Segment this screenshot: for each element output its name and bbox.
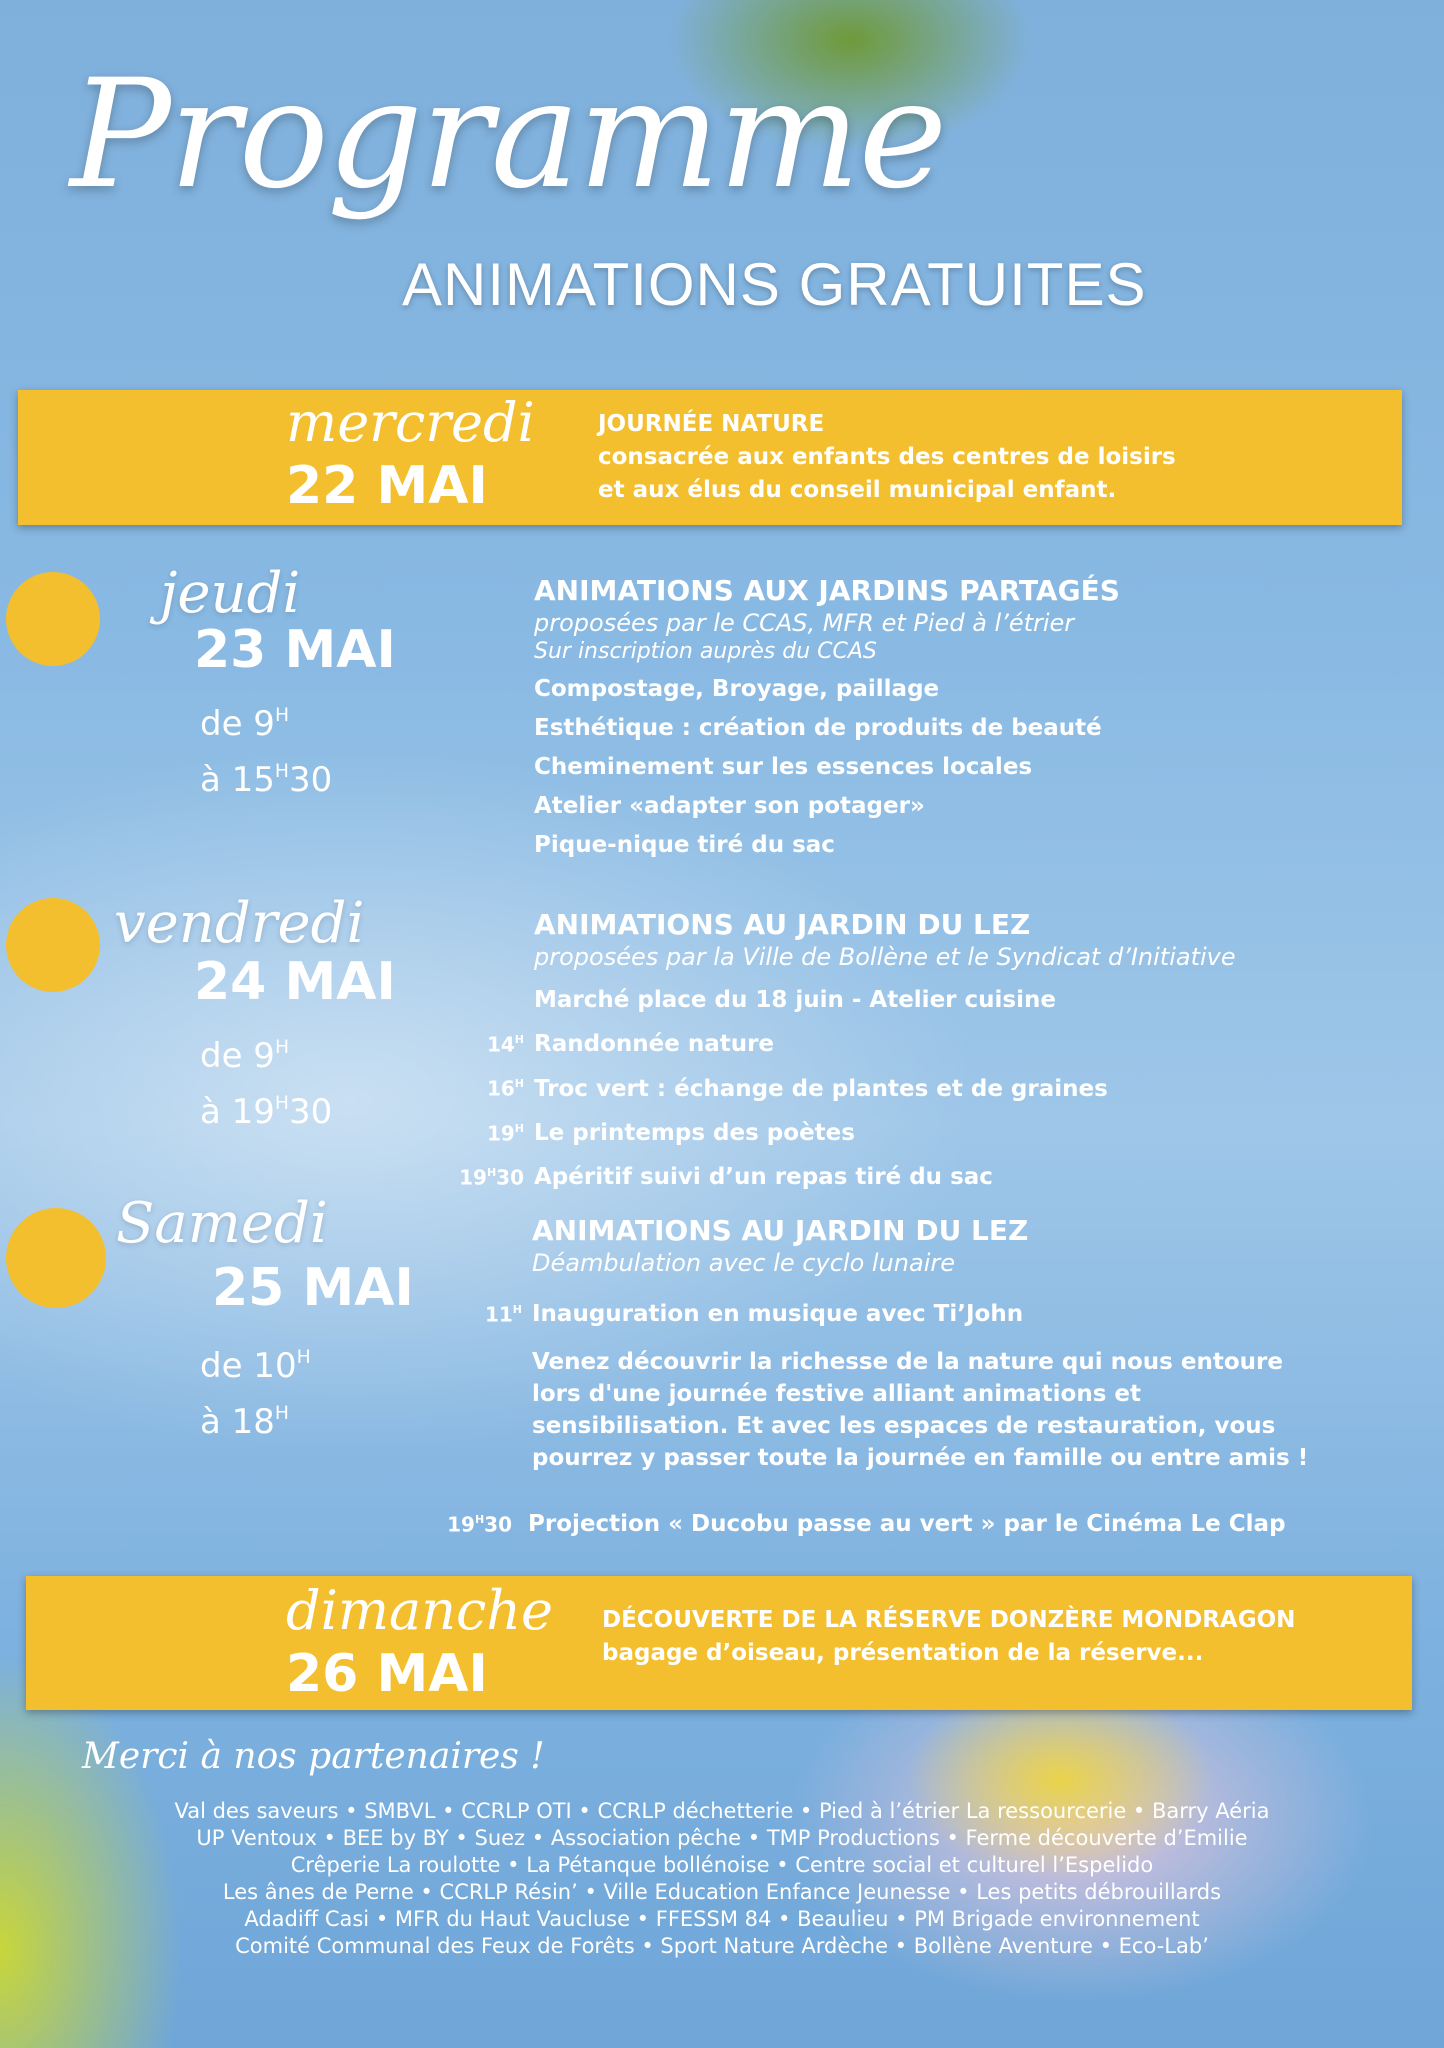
hours-to-h: H xyxy=(274,761,289,783)
day4-content xyxy=(532,1214,1028,1278)
partners-row: Comité Communal des Feux de Forêts • Sport Nature Ardèche • Bollène Aventure • Eco-Lab’ xyxy=(235,1934,1209,1958)
day-label-jeudi: jeudi xyxy=(160,561,301,626)
day1-line2: et aux élus du conseil municipal enfant. xyxy=(598,477,1117,503)
date-23-mai: 23 MAI xyxy=(194,620,396,680)
date-25-mai: 25 MAI xyxy=(212,1258,414,1318)
hours-samedi xyxy=(200,1334,311,1446)
hours-to-min: 30 xyxy=(288,760,333,801)
day3-subtitle: proposées par la Ville de Bollène et le Syndicat d’Initiative xyxy=(534,943,1236,971)
hours-to-min: 30 xyxy=(288,1092,333,1133)
hours-jeudi xyxy=(200,692,332,804)
hours-to: à 15 xyxy=(200,760,275,801)
partners-row: Crêperie La roulotte • La Pétanque bollénoise • Centre social et culturel l’Espelido xyxy=(290,1853,1154,1877)
day2-title: ANIMATIONS AUX JARDINS PARTAGÉS xyxy=(534,574,1120,607)
partners-row: Adadiff Casi • MFR du Haut Vaucluse • FFESSM 84 • Beaulieu • PM Brigade environnement xyxy=(244,1907,1200,1931)
partners-row: UP Ventoux • BEE by BY • Suez • Association pêche • TMP Productions • Ferme découverte d’Emilie xyxy=(196,1826,1248,1850)
partners-row: Les ânes de Perne • CCRLP Résin’ • Ville Education Enfance Jeunesse • Les petits débrouillards xyxy=(222,1880,1222,1904)
schedule-time: $14^H$ xyxy=(486,1032,524,1057)
day2-content xyxy=(534,574,1120,865)
hours-to: à 19 xyxy=(200,1092,275,1133)
day1-line1: consacrée aux enfants des centres de loisirs xyxy=(598,444,1176,470)
hours-to: à 18 xyxy=(200,1402,275,1443)
schedule-time: $11^H$ xyxy=(484,1302,522,1327)
day5-line1: bagage d’oiseau, présentation de la réserve... xyxy=(602,1640,1204,1666)
schedule-text: Inauguration en musique avec Ti’John xyxy=(532,1301,1024,1328)
page-subtitle: ANIMATIONS GRATUITES xyxy=(402,251,1147,318)
day4-title: ANIMATIONS AU JARDIN DU LEZ xyxy=(532,1214,1029,1247)
paragraph-line: sensibilisation. Et avec les espaces de restauration, vous xyxy=(532,1413,1276,1439)
date-22-mai: 22 MAI xyxy=(286,456,488,516)
day5-text xyxy=(602,1604,1295,1670)
schedule-time: $19^H30$ xyxy=(459,1165,524,1189)
day1-text xyxy=(598,408,1176,507)
schedule-row xyxy=(440,1290,1023,1334)
day3-content xyxy=(534,908,1236,972)
day1-title: JOURNÉE NATURE xyxy=(598,411,825,437)
day-label-vendredi: vendredi xyxy=(114,891,365,956)
dot-vendredi xyxy=(6,898,100,992)
schedule-text: Randonnée nature xyxy=(534,1031,775,1058)
hours-vendredi xyxy=(200,1024,332,1136)
day2-subtitle: proposées par le CCAS, MFR et Pied à l’étrier xyxy=(534,609,1075,637)
schedule-row xyxy=(440,1109,1108,1153)
date-24-mai: 24 MAI xyxy=(194,952,396,1012)
day-label-samedi: Samedi xyxy=(116,1191,328,1256)
list-item: Esthétique : création de produits de beauté xyxy=(534,715,1102,741)
hours-from-h: H xyxy=(274,1037,290,1058)
partners-row: Val des saveurs • SMBVL • CCRLP OTI • CCRLP déchetterie • Pied à l’étrier La ressourcerie • Barry Aéria xyxy=(174,1799,1270,1823)
day-label-mercredi: mercredi xyxy=(286,391,535,454)
hours-from: de 10 xyxy=(200,1346,297,1387)
list-item: Cheminement sur les essences locales xyxy=(534,754,1033,780)
dot-jeudi xyxy=(6,572,100,666)
day5-title: DÉCOUVERTE DE LA RÉSERVE DONZÈRE MONDRAGON xyxy=(602,1607,1296,1633)
list-item: Compostage, Broyage, paillage xyxy=(534,676,940,702)
day-label-dimanche: dimanche xyxy=(286,1579,553,1642)
paragraph-line: pourrez y passer toute la journée en famille ou entre amis ! xyxy=(532,1445,1309,1471)
schedule-text: Troc vert : échange de plantes et de graines xyxy=(534,1075,1108,1102)
hours-from: de 9 xyxy=(200,1036,275,1077)
day4-subtitle: Déambulation avec le cyclo lunaire xyxy=(532,1249,955,1277)
hours-from-h: H xyxy=(296,1347,311,1368)
schedule-text: Projection « Ducobu passe au vert » par le Cinéma Le Clap xyxy=(528,1511,1286,1538)
dot-samedi xyxy=(6,1208,106,1308)
day2-note: Sur inscription auprès du CCAS xyxy=(534,639,877,664)
date-26-mai: 26 MAI xyxy=(286,1644,488,1704)
schedule-time: $16^H$ xyxy=(486,1076,524,1101)
schedule-text: Apéritif suivi d’un repas tiré du sac xyxy=(534,1164,993,1190)
list-item: Pique-nique tiré du sac xyxy=(534,832,835,858)
schedule-row xyxy=(440,1020,1108,1064)
page-title: Programme xyxy=(70,48,946,222)
day3-schedule xyxy=(440,981,1108,1197)
list-item: Atelier «adapter son potager» xyxy=(534,793,925,819)
schedule-time: $19^H30$ xyxy=(447,1512,512,1537)
schedule-row xyxy=(440,981,1108,1020)
schedule-row xyxy=(440,1153,1108,1197)
partners-list xyxy=(60,1798,1384,1960)
hours-to-h: H xyxy=(274,1403,289,1425)
schedule-text: Le printemps des poètes xyxy=(534,1119,855,1146)
day4-paragraph xyxy=(532,1346,1308,1474)
hours-from: de 9 xyxy=(200,704,275,745)
schedule-row xyxy=(440,1064,1108,1108)
schedule-text: Marché place du 18 juin - Atelier cuisine xyxy=(534,987,1056,1013)
paragraph-line: lors d'une journée festive alliant animations et xyxy=(532,1381,1142,1407)
schedule-row xyxy=(430,1500,1286,1544)
hours-from-h: H xyxy=(274,705,290,726)
paragraph-line: Venez découvrir la richesse de la nature qui nous entoure xyxy=(532,1349,1283,1375)
partners-heading: Merci à nos partenaires ! xyxy=(82,1736,545,1777)
schedule-time: $19^H$ xyxy=(486,1120,524,1145)
hours-to-h: H xyxy=(274,1093,289,1115)
day3-title: ANIMATIONS AU JARDIN DU LEZ xyxy=(534,908,1031,941)
